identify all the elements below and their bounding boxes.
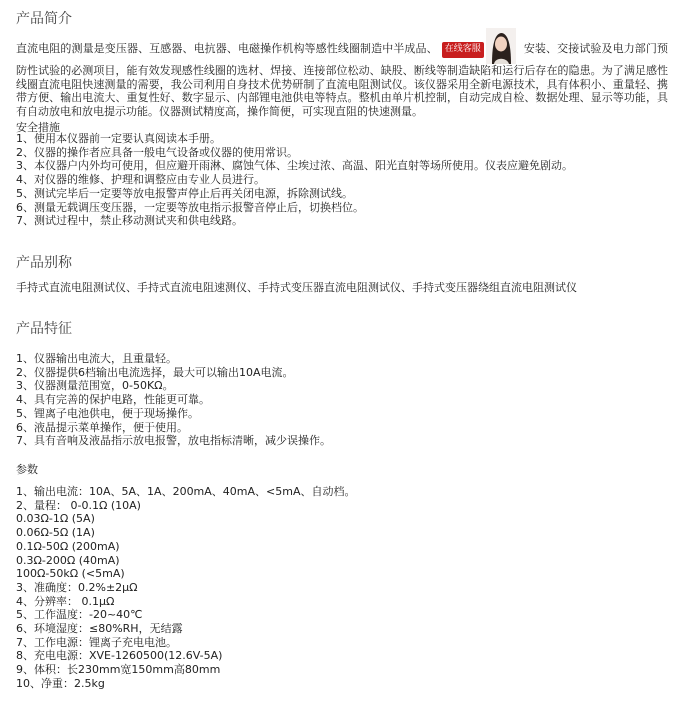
- list-item: 0.1Ω-50Ω (200mA): [16, 539, 120, 553]
- list-item: 0.03Ω-1Ω (5A): [16, 512, 95, 526]
- params-list: [16, 485, 356, 691]
- list-item: 6、环境湿度：≤80%RH，无结露: [16, 622, 183, 636]
- list-item: 2、仪器的操作者应具备一般电气设备或仪器的使用常识。: [16, 145, 298, 159]
- list-item: 2、仪器提供6档输出电流选择，最大可以输出10A电流。: [16, 365, 294, 379]
- intro-text-before: 直流电阻的测量是变压器、互感器、电抗器、电磁操作机构等感性线圈制造中半成品、: [16, 42, 438, 55]
- features-list: [16, 352, 331, 448]
- list-item: 2、量程： 0-0.1Ω (10A): [16, 498, 141, 512]
- list-item: 3、准确度：0.2%±2μΩ: [16, 580, 138, 594]
- list-item: 10、净重：2.5kg: [16, 676, 105, 690]
- list-item: 5、测试完毕后一定要等放电报警声停止后再关闭电源，拆除测试线。: [16, 186, 353, 200]
- list-item: 5、锂离子电池供电，便于现场操作。: [16, 406, 199, 420]
- intro-title: 产品简介: [16, 11, 72, 27]
- alias-title: 产品别称: [16, 255, 72, 271]
- list-item: 3、本仪器户内外均可使用，但应避开雨淋、腐蚀气体、尘埃过浓、高温、阳光直射等场所使用。仪表应避免剧动。: [16, 159, 573, 173]
- list-item: 6、液晶提示菜单操作，便于使用。: [16, 420, 188, 434]
- online-service-widget[interactable]: [442, 34, 520, 64]
- intro-text-after: 安装、交接试验及电力部门预防性试验的必测项目，能有效发现感性线圈的选材、焊接、连接部位松动、缺股、断线等制造缺陷和运行后存在的隐患。为了满足感性线圈直流电阻快速测量的需要，我公司利用自身技术优势研制了直流电阻测试仪。该仪器采用全新电源技术，具有体积小、重量轻、携带方便、输出电流大、重复性好、数字显示、内部锂电池供电等特点。整机由单片机控制，自动完成自检、数据处理、显示等功能，具有自动放电和放电提示功能。仪器测试精度高，操作简便，可实现直阻的快速测量。: [16, 42, 669, 118]
- alias-text: 手持式直流电阻测试仪、手持式直流电阻速测仪、手持式变压器直流电阻测试仪、手持式变压器绕组直流电阻测试仪: [16, 281, 577, 294]
- features-title: 产品特征: [16, 321, 72, 337]
- service-avatar-icon[interactable]: [486, 28, 516, 64]
- list-item: 1、使用本仪器前一定要认真阅读本手册。: [16, 132, 221, 145]
- safety-title: 安全措施: [16, 121, 60, 134]
- list-item: 3、仪器测量范围宽，0-50KΩ。: [16, 379, 174, 393]
- safety-list: [16, 132, 573, 228]
- list-item: 7、具有音响及液晶指示放电报警，放电指标清晰，减少误操作。: [16, 434, 331, 448]
- online-service-badge[interactable]: 在线客服: [442, 42, 484, 58]
- intro-paragraph: [16, 34, 668, 118]
- list-item: 6、测量无载调压变压器，一定要等放电指示报警音停止后，切换档位。: [16, 200, 364, 214]
- list-item: 0.06Ω-5Ω (1A): [16, 526, 95, 540]
- list-item: 8、充电电源：XVE-1260500(12.6V-5A): [16, 649, 223, 663]
- list-item: 1、输出电流：10A、5A、1A、200mA、40mA、<5mA、自动档。: [16, 485, 356, 498]
- params-title: 参数: [16, 463, 38, 476]
- list-item: 4、具有完善的保护电路，性能更可靠。: [16, 393, 210, 407]
- list-item: 5、工作温度：-20~40℃: [16, 608, 143, 622]
- list-item: 100Ω-50kΩ (<5mA): [16, 567, 125, 581]
- list-item: 9、体积：长230mm宽150mm高80mm: [16, 663, 221, 677]
- list-item: 1、仪器输出电流大，且重量轻。: [16, 352, 177, 365]
- list-item: 7、测试过程中，禁止移动测试夹和供电线路。: [16, 214, 243, 228]
- list-item: 4、分辨率： 0.1μΩ: [16, 594, 115, 608]
- list-item: 4、对仪器的维修、护理和调整应由专业人员进行。: [16, 173, 265, 187]
- list-item: 7、工作电源：锂离子充电电池。: [16, 635, 177, 649]
- list-item: 0.3Ω-200Ω (40mA): [16, 553, 120, 567]
